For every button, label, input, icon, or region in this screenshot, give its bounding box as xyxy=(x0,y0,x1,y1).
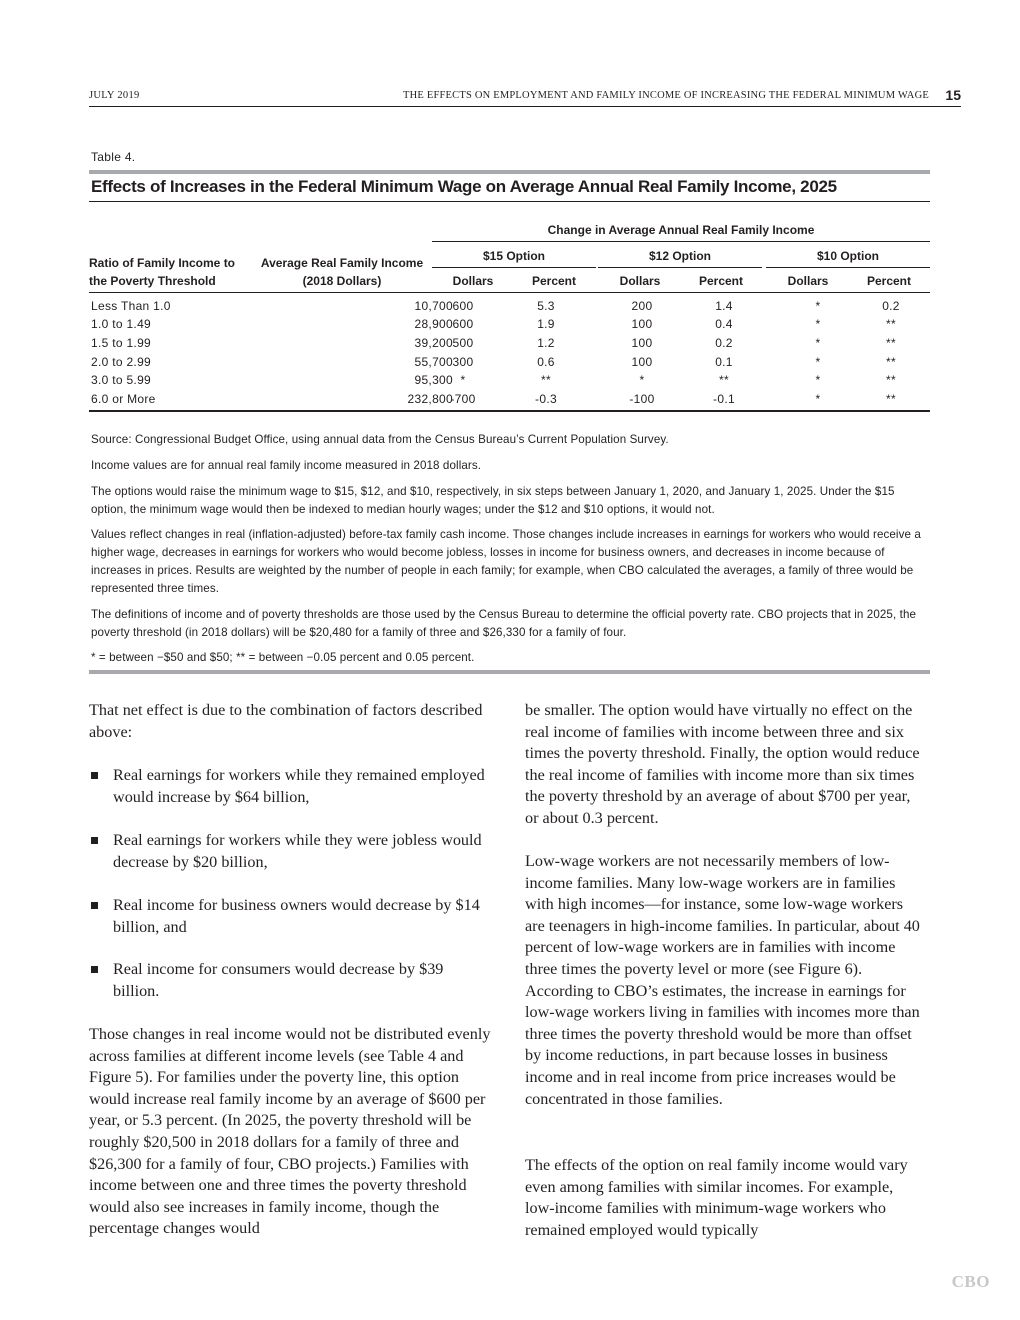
row-d15: -700 xyxy=(450,392,476,406)
ratio-header-line2: the Poverty Threshold xyxy=(89,274,216,288)
option-10-rule xyxy=(766,267,930,268)
row-label: 6.0 or More xyxy=(91,392,156,406)
row-p10: 0.2 xyxy=(882,299,900,313)
table-top-rule xyxy=(89,170,930,174)
row-p10: ** xyxy=(886,355,896,369)
row-d10: * xyxy=(815,355,821,369)
table-note-symbols: * = between −$50 and $50; ** = between −0.05 percent and 0.05 percent. xyxy=(91,651,475,664)
row-d10: * xyxy=(815,299,821,313)
row-p12: -0.1 xyxy=(713,392,735,406)
row-d12: 100 xyxy=(631,317,653,331)
right-paragraph-3 xyxy=(525,1155,920,1241)
table-bottom-rule xyxy=(89,410,930,412)
row-d10: * xyxy=(815,392,821,406)
table-title: Effects of Increases in the Federal Minimum Wage on Average Annual Real Family Income, 2025 xyxy=(91,177,837,196)
table-row xyxy=(89,353,930,371)
table-note-values: Values reflect changes in real (inflation-adjusted) before-tax family cash income. Those changes include increases in earnings for workers who would receive a higher wage, decreases in earnings for workers who would become jobless, losses in income for business owners, and decreases in income because of increases in prices. Results are weighted by the number of people in each family; for example, when CBO calculated the averages, a family of three would be represented three times. xyxy=(91,528,921,595)
sub-header-dollars-12: Dollars xyxy=(619,274,661,288)
row-d12: 200 xyxy=(631,299,653,313)
row-p15: 5.3 xyxy=(537,299,555,313)
row-d10: * xyxy=(815,317,821,331)
change-header: Change in Average Annual Real Family Income xyxy=(547,223,815,237)
bullet-icon xyxy=(91,772,98,779)
row-d15: 600 xyxy=(452,299,474,313)
right-paragraph-2 xyxy=(525,851,920,1110)
left-paragraph xyxy=(89,1024,497,1240)
ratio-header xyxy=(89,254,259,290)
table-row xyxy=(89,297,930,315)
row-d12: -100 xyxy=(629,392,655,406)
row-avg-income: 232,800 xyxy=(407,392,453,406)
report-date: JULY 2019 xyxy=(89,90,140,101)
row-p15: 0.6 xyxy=(537,355,555,369)
row-d15: 600 xyxy=(452,317,474,331)
bullet-item: Real earnings for workers while they were jobless would decrease by $20 billion, xyxy=(113,831,482,871)
row-p10: ** xyxy=(886,336,896,350)
table-note-options: The options would raise the minimum wage to $15, $12, and $10, respectively, in six steps between January 1, 2020, and January 1, 2025. Under the $15 option, the minimum wage would then be indexed to median hourly wages; under the $12 and $10 options, it would not. xyxy=(91,485,895,516)
table-row xyxy=(89,371,930,389)
row-p10: ** xyxy=(886,373,896,387)
table-title-rule xyxy=(89,201,930,202)
table-row xyxy=(89,334,930,352)
bullet-item: Real earnings for workers while they remained employed would increase by $64 billion, xyxy=(113,766,485,806)
option-15-rule xyxy=(432,267,596,268)
row-p15: 1.2 xyxy=(537,336,555,350)
table-row xyxy=(89,315,930,333)
row-p10: ** xyxy=(886,317,896,331)
row-p12: 0.1 xyxy=(715,355,733,369)
row-label: 1.0 to 1.49 xyxy=(91,317,152,331)
cbo-logo: CBO xyxy=(951,1272,990,1291)
row-p15: -0.3 xyxy=(535,392,557,406)
row-d15: * xyxy=(460,373,466,387)
row-p15: 1.9 xyxy=(537,317,555,331)
header-divider xyxy=(432,241,930,242)
row-p12: 0.2 xyxy=(715,336,733,350)
option-10-header: $10 Option xyxy=(816,249,879,263)
row-d12: 100 xyxy=(631,355,653,369)
row-p12: 0.4 xyxy=(715,317,733,331)
row-avg-income: 39,200 xyxy=(414,336,453,350)
row-avg-income: 10,700 xyxy=(414,299,453,313)
right-paragraph-2-text: Low-wage workers are not necessarily members of low-income families. Many low-wage workers are in families with high incomes—for instance, some low-wage workers are teenagers in high-income families. In particular, about 40 percent of low-wage workers are in families with income three times the poverty level or more (see Figure 6). According to CBO’s estimates, the increase in earnings for low-wage workers living in families with incomes more than three times the poverty threshold would be more than offset by income reductions, in part because losses in business income and in real income from price increases would be concentrated in those families. xyxy=(525,852,920,1108)
row-label: Less Than 1.0 xyxy=(91,299,171,313)
row-p15: ** xyxy=(541,373,551,387)
row-d10: * xyxy=(815,336,821,350)
left-intro xyxy=(89,700,499,743)
row-p10: ** xyxy=(886,392,896,406)
row-avg-income: 95,300 xyxy=(414,373,453,387)
report-title: THE EFFECTS ON EMPLOYMENT AND FAMILY INCOME OF INCREASING THE FEDERAL MINIMUM WAGE xyxy=(403,90,929,101)
row-d12: * xyxy=(639,373,645,387)
sub-header-percent-15: Percent xyxy=(531,274,577,288)
row-d15: 500 xyxy=(452,336,474,350)
table-label: Table 4. xyxy=(91,150,136,164)
sub-header-percent-10: Percent xyxy=(866,274,912,288)
ratio-header-line1: Ratio of Family Income to xyxy=(89,256,236,270)
row-avg-income: 55,700 xyxy=(414,355,453,369)
running-head xyxy=(89,88,961,107)
table-note-income: Income values are for annual real family income measured in 2018 dollars. xyxy=(91,459,482,472)
option-12-header: $12 Option xyxy=(648,249,711,263)
bullet-item: Real income for consumers would decrease by $39 billion. xyxy=(113,960,444,1000)
bullet-icon xyxy=(91,966,98,973)
left-intro-text: That net effect is due to the combination of factors described above: xyxy=(89,701,483,741)
bullet-icon xyxy=(91,902,98,909)
table-end-rule xyxy=(89,670,930,674)
table-source-note: Source: Congressional Budget Office, using annual data from the Census Bureau’s Current Population Survey. xyxy=(91,433,669,446)
row-d10: * xyxy=(815,373,821,387)
avg-income-header-line1: Average Real Family Income xyxy=(260,256,424,270)
option-12-rule xyxy=(598,267,762,268)
table-note-definitions: The definitions of income and of poverty thresholds are those used by the Census Bureau to determine the official poverty rate. CBO projects that in 2025, the poverty threshold (in 2018 dollars) will be $20,480 for a family of three and $26,330 for a family of four. xyxy=(91,608,917,639)
row-p12: 1.4 xyxy=(715,299,733,313)
sub-header-dollars-10: Dollars xyxy=(787,274,829,288)
right-paragraph-3-text: The effects of the option on real family income would vary even among families with similar incomes. For example, low-income families with minimum-wage workers who remained employed would typically xyxy=(525,1156,908,1239)
row-label: 1.5 to 1.99 xyxy=(91,336,152,350)
avg-income-header xyxy=(254,254,430,290)
row-avg-income: 28,900 xyxy=(414,317,453,331)
row-label: 3.0 to 5.99 xyxy=(91,373,152,387)
page-number: 15 xyxy=(945,87,961,103)
option-15-header: $15 Option xyxy=(482,249,545,263)
row-d15: 300 xyxy=(452,355,474,369)
left-paragraph-text: Those changes in real income would not be distributed evenly across families at different income levels (see Table 4 and Figure 5). For families under the poverty line, this option would increase real family income by an average of $600 per year, or 5.3 percent. (In 2025, the poverty threshold will be roughly $20,500 in 2018 dollars for a family of three and $26,300 for a family of four, CBO projects.) Families with income between one and three times the poverty threshold would also see increases in family income, though the percentage changes would xyxy=(89,1025,491,1238)
avg-income-header-line2: (2018 Dollars) xyxy=(302,274,382,288)
right-paragraph-1-text: be smaller. The option would have virtually no effect on the real income of families with income between three and six times the poverty threshold. Finally, the option would reduce the real income of families with income more than six times the poverty threshold by an average of about $700 per year, or about 0.3 percent. xyxy=(525,701,920,827)
right-paragraph-1 xyxy=(525,700,920,830)
sub-header-dollars-15: Dollars xyxy=(452,274,494,288)
row-label: 2.0 to 2.99 xyxy=(91,355,152,369)
row-p12: ** xyxy=(719,373,729,387)
row-d12: 100 xyxy=(631,336,653,350)
sub-header-percent-12: Percent xyxy=(698,274,744,288)
table-row xyxy=(89,390,930,408)
bullet-icon xyxy=(91,837,98,844)
header-bottom-rule xyxy=(89,292,930,293)
bullet-item: Real income for business owners would decrease by $14 billion, and xyxy=(113,896,480,936)
